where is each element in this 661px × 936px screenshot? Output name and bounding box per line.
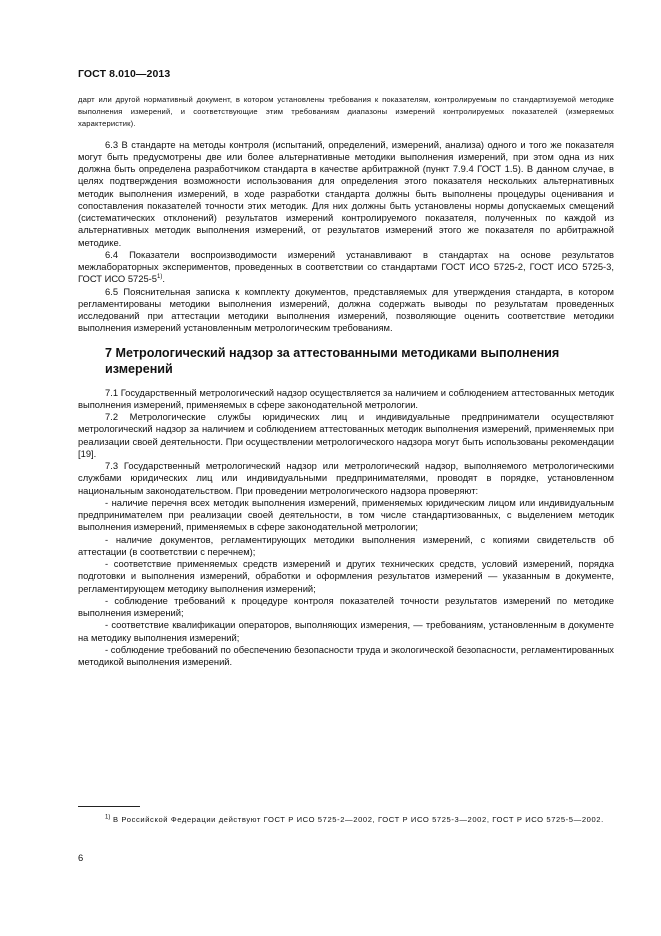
paragraph-7-1: 7.1 Государственный метрологический надзор осуществляется за наличием и соблюдением аттестованных методик выполнения измерений, применяемых в сфере законодательной метрологии. (78, 386, 614, 410)
paragraph-6-4-end: . (162, 273, 165, 285)
footnote-divider (78, 806, 140, 807)
page-header: ГОСТ 8.010—2013 (78, 68, 171, 80)
paragraph-6-4-text: 6.4 Показатели воспроизводимости измерений устанавливают в стандартах на основе результатов межлабораторных экспериментов, проведенных в соответствии со стандартами ГОСТ ИСО 5725-2, ГОСТ ИСО 5725-3, ГОСТ ИСО 5725-5 (78, 248, 614, 285)
paragraph-7-2: 7.2 Метрологические службы юридических лиц и индивидуальные предприниматели осуществляют метрологический надзор за наличием и соблюдением аттестованных методик выполнения измерений, применяемых при реализации своей деятельности. При осуществлении метрологического надзора могут быть использованы рекомендации [19]. (78, 411, 614, 459)
paragraph-6-3: 6.3 В стандарте на методы контроля (испытаний, определений, измерений, анализа) одного и того же показателя могут быть предусмотрены две или более альтернативные методики выполнения измерений, при этом одна из них должна быть определена разработчиком стандарта в качестве арбитражной (пункт 7.9.4 ГОСТ 1.5). В данном случае, в целях подтверждения возможности использования для определения этого показателя нескольких альтернативных методик выполнения измерений, в ходе разработки стандарта должны быть выполнены процедуры оценивания и сопоставления показателей точности этих методик. Для них должны быть установлены нормы допускаемых смещений (систематических отклонений) результатов измерений контролируемого показателя, полученных по каждой из альтернативных методик выполнения измерений, от результатов измерений этого же показателя по арбитражной методике. (78, 138, 614, 248)
list-item: - соответствие применяемых средств измерений и других технических средств, условий измерений, порядка подготовки и выполнения измерений, обработки и оформления результатов измерений — указанным в документе, регламентирующем методику выполнения измерений; (78, 558, 614, 594)
paragraph-6-4 (78, 249, 614, 286)
footnote-reference: 1) (157, 274, 163, 281)
list-item: - соответствие квалификации операторов, выполняющих измерения, — требованиям, установленным в документе на методику выполнения измерений; (78, 619, 614, 643)
paragraph-7-3: 7.3 Государственный метрологический надзор или метрологический надзор, выполняемого метрологическими службами юридических лиц или индивидуальными предпринимателями, проводят в порядке, установленном национальным законодательством. При проведении метрологического надзора проверяют: (78, 460, 614, 496)
footnote (78, 814, 614, 826)
intro-continuation: дарт или другой нормативный документ, в котором установлены требования к показателям, контролируемым по стандартизуемой методике выполнения измерений, и соответствующие этим требованиям диапазоны измерений контролируемых показателей (измеряемых характеристик). (78, 95, 614, 129)
list-item: - соблюдение требований по обеспечению безопасности труда и экологической безопасности, регламентированных методикой выполнения измерений. (78, 643, 614, 668)
footnote-mark: 1) (105, 814, 111, 821)
paragraph-6-5: 6.5 Пояснительная записка к комплекту документов, представляемых для утверждения стандарта, в котором регламентированы методики выполнения измерений, должна содержать выводы по результатам проведенных исследований при аттестации методики выполнения измерений, позволяющие оценить соответствие методики выполнения измерений установленным метрологическим требованиям. (78, 285, 614, 334)
list-item: - соблюдение требований к процедуре контроля показателей точности результатов измерений по методике выполнения измерений; (78, 594, 614, 619)
document-body (78, 94, 614, 668)
list-item: - наличие документов, регламентирующих методики выполнения измерений, с копиями свидетельств об аттестации (в соответствии с перечнем); (78, 533, 614, 557)
page-number: 6 (78, 852, 84, 863)
list-item: - наличие перечня всех методик выполнения измерений, применяемых юридическим лицом или индивидуальным предпринимателем при реализации своей деятельности, в том числе стандартизованных, с выделением методик выполнения измерений, применяемых в сфере законодательной метрологии; (78, 496, 614, 533)
footnote-text: В Российской Федерации действуют ГОСТ Р ИСО 5725-2—2002, ГОСТ Р ИСО 5725-3—2002, ГОСТ Р ИСО 5725-5—2002. (110, 815, 604, 824)
section-7-title: 7 Метрологический надзор за аттестованными методиками выполнения измерений (105, 345, 560, 376)
